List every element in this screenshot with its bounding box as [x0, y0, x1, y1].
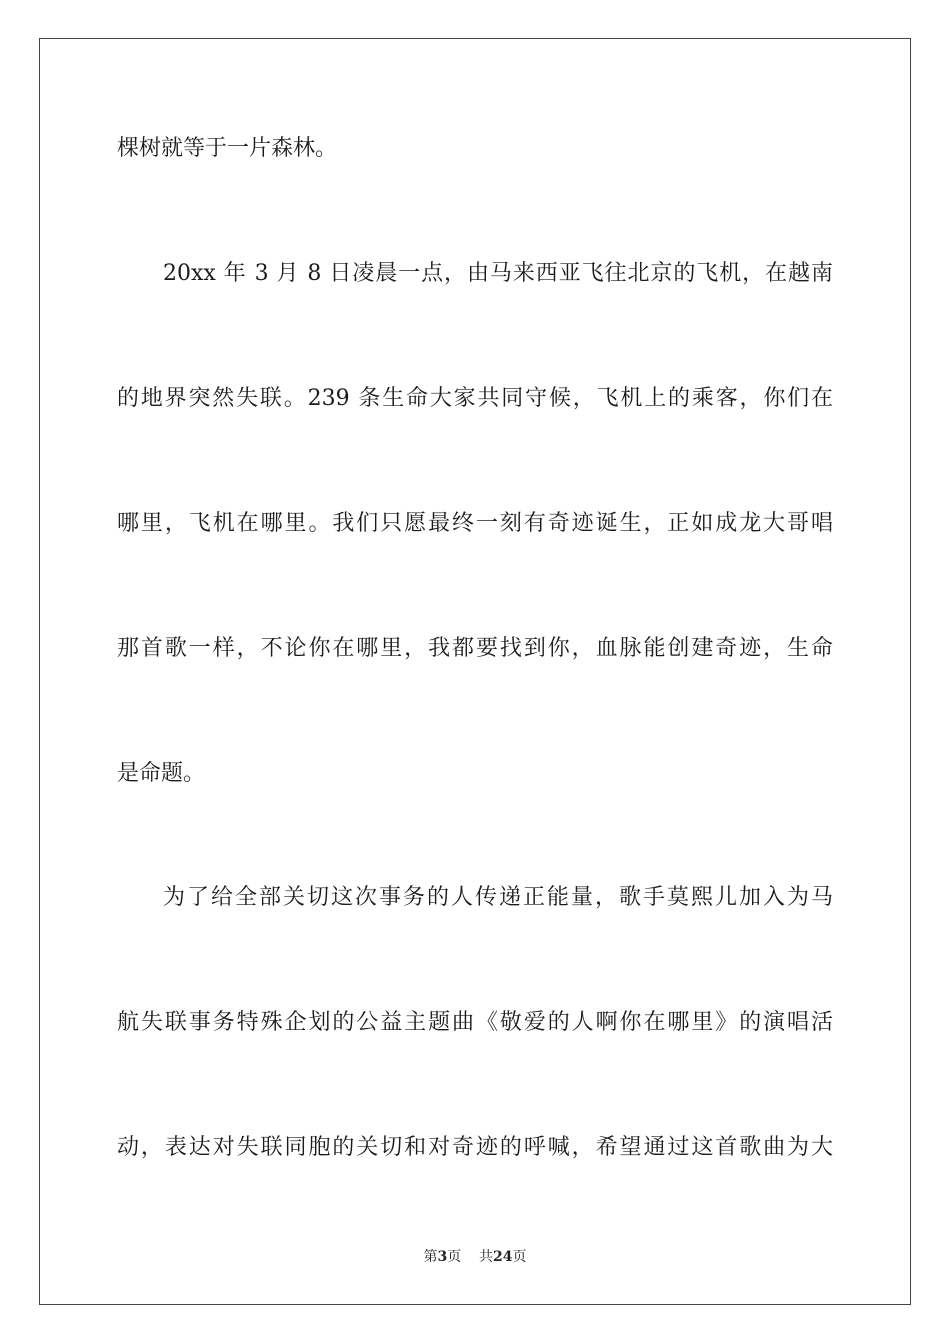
- text-line-3: 的地界突然失联。239 条生命大家共同守候，飞机上的乘客，你们在: [117, 386, 833, 411]
- text-line-7: 为了给全部关切这次事务的人传递正能量，歌手莫熙儿加入为马: [163, 885, 833, 910]
- page-border: [39, 38, 911, 1305]
- text-line-2: 20xx 年 3 月 8 日凌晨一点，由马来西亚飞往北京的飞机，在越南: [163, 261, 833, 286]
- footer-total-suffix: 页: [512, 1249, 527, 1265]
- text-line-5: 那首歌一样，不论你在哪里，我都要找到你，血脉能创建奇迹，生命: [117, 636, 833, 661]
- text-line-4: 哪里，飞机在哪里。我们只愿最终一刻有奇迹诞生，正如成龙大哥唱: [117, 511, 833, 536]
- text-line-9: 动，表达对失联同胞的关切和对奇迹的呼喊，希望通过这首歌曲为大: [117, 1135, 833, 1160]
- text-line-1: 棵树就等于一片森林。: [117, 136, 338, 161]
- footer-page-suffix: 页: [447, 1249, 462, 1265]
- page-footer: [0, 1247, 950, 1267]
- footer-total-pages: 24: [493, 1249, 513, 1265]
- footer-page-number: 3: [437, 1249, 448, 1265]
- footer-page-prefix: 第: [423, 1249, 438, 1265]
- footer-total-prefix: 共: [479, 1249, 494, 1265]
- text-line-6: 是命题。: [117, 761, 206, 786]
- text-line-8: 航失联事务特殊企划的公益主题曲《敬爱的人啊你在哪里》的演唱活: [117, 1010, 833, 1035]
